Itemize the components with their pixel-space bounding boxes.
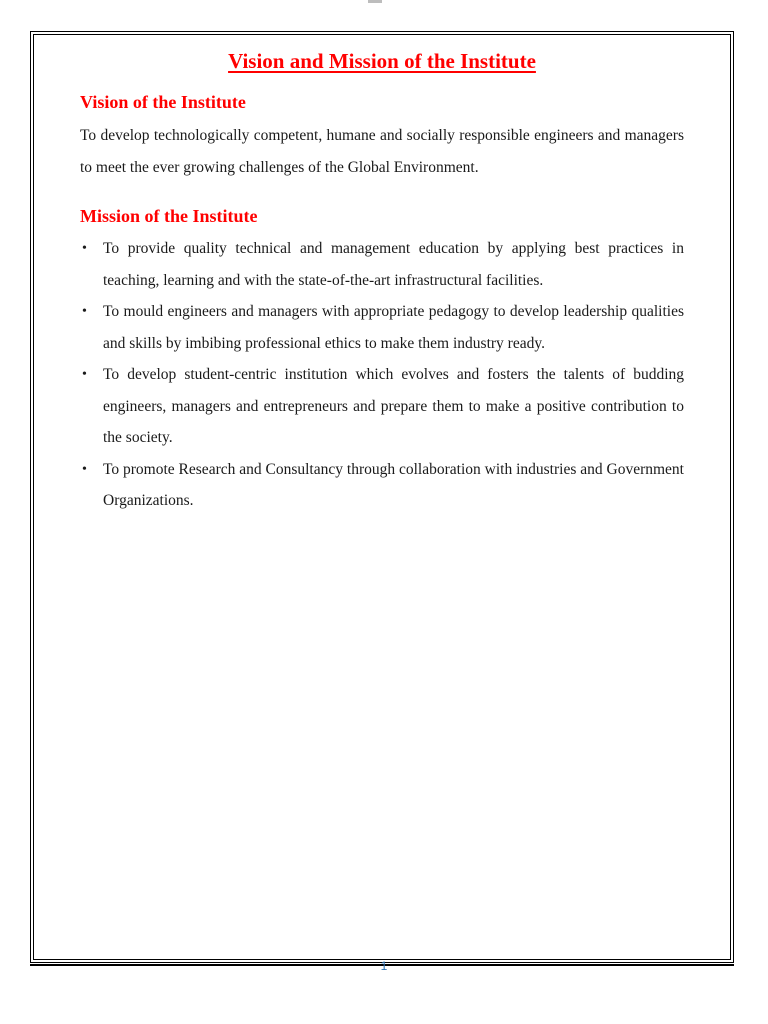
mission-item: [80, 233, 684, 296]
bullet-icon: •: [82, 461, 87, 477]
top-edge-mark: [368, 0, 382, 3]
mission-item-text: To provide quality technical and management education by applying best practices in teaching, learning and with the state-of-the-art infrastructural facilities.: [103, 240, 684, 289]
mission-list: [80, 233, 684, 517]
vision-text: To develop technologically competent, humane and socially responsible engineers and managers to meet the ever growing challenges of the Global Environment.: [80, 127, 684, 176]
page-number: 1: [380, 959, 388, 973]
mission-item: [80, 359, 684, 454]
bullet-icon: •: [82, 241, 87, 256]
vision-heading: Vision of the Institute: [80, 92, 246, 112]
mission-item-text: To develop student-centric institution which evolves and fosters the talents of budding engineers, managers and entrepreneurs and prepare them to make a positive contribution to the society.: [103, 366, 684, 446]
mission-heading: Mission of the Institute: [80, 206, 258, 226]
mission-item-text: To promote Research and Consultancy through collaboration with industries and Government Organizations.: [103, 460, 684, 509]
mission-item: [80, 296, 684, 359]
mission-item-text: To mould engineers and managers with appropriate pedagogy to develop leadership qualities and skills by imbibing professional ethics to make them industry ready.: [103, 303, 684, 352]
bullet-icon: •: [82, 304, 87, 319]
page-title: Vision and Mission of the Institute: [228, 49, 536, 73]
document-body: [80, 44, 684, 517]
bullet-icon: •: [82, 367, 87, 382]
mission-item: [80, 454, 684, 517]
